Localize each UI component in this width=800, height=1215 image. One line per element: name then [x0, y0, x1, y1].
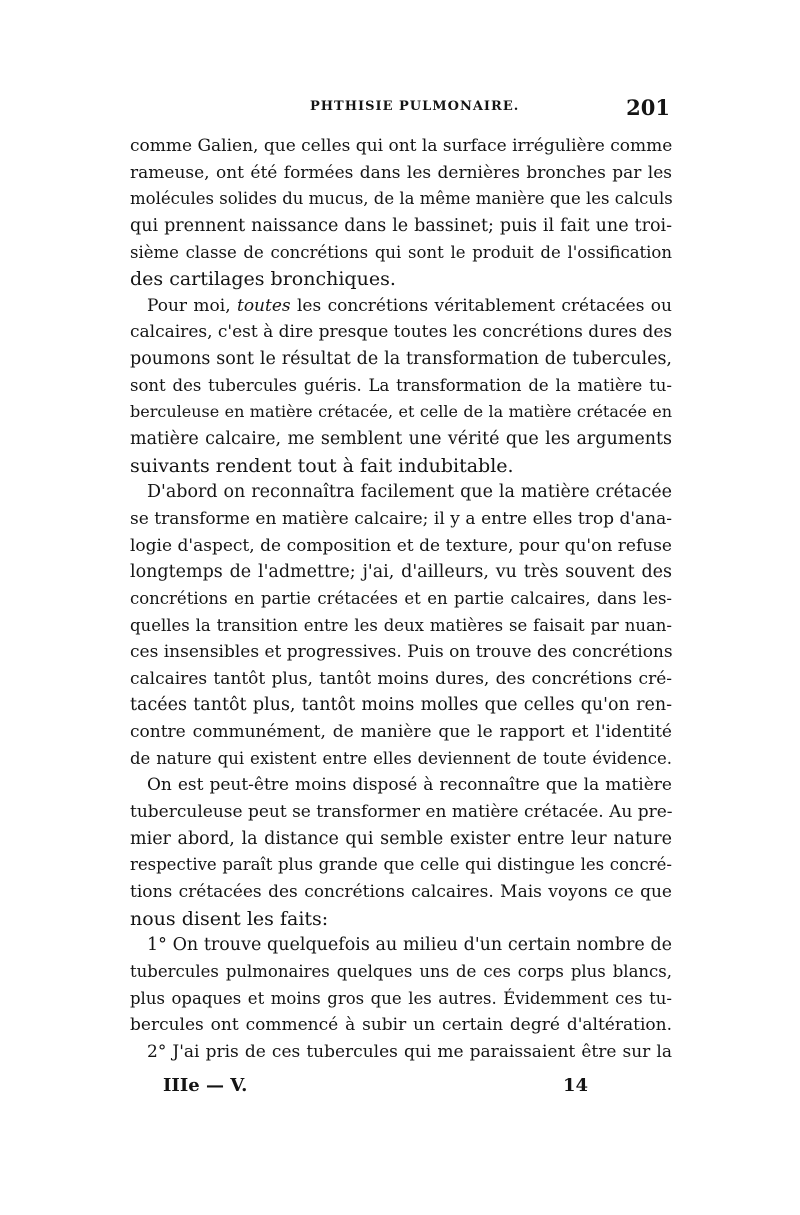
text-line: se transforme en matière calcaire; il y a entre elles trop d'ana- — [130, 508, 672, 529]
body-text — [130, 133, 672, 1065]
page-number: 201 — [626, 95, 670, 120]
text-line: plus opaques et moins gros que les autres. Évidemment ces tu- — [130, 988, 672, 1008]
text-line: 1° On trouve quelquefois au milieu d'un certain nombre de — [147, 935, 672, 956]
text-line: quelles la transition entre les deux matières se faisait par nuan- — [130, 615, 672, 635]
text-line: concrétions en partie crétacées et en partie calcaires, dans les- — [130, 588, 672, 608]
text-line: calcaires tantôt plus, tantôt moins dures, des concrétions cré- — [130, 668, 672, 689]
text-line: qui prennent naissance dans le bassinet; puis il fait une troi- — [130, 215, 672, 236]
text-line: tacées tantôt plus, tantôt moins molles que celles qu'on ren- — [130, 695, 672, 716]
page-footer — [130, 1075, 672, 1099]
text-line: bercules ont commencé à subir un certain degré d'altération. — [130, 1015, 672, 1036]
text-line: rameuse, ont été formées dans les dernières bronches par les — [130, 162, 672, 183]
text-line: sont des tubercules guéris. La transformation de la matière tu- — [130, 375, 672, 395]
text-line: nous disent les faits: — [130, 907, 329, 930]
text-line: tions crétacées des concrétions calcaires. Mais voyons ce que — [130, 881, 672, 902]
text-line: matière calcaire, me semblent une vérité que les arguments — [130, 429, 672, 450]
running-head: PHTHISIE PULMONAIRE. — [310, 99, 520, 114]
text-line: poumons sont le résultat de la transformation de tubercules, — [130, 349, 672, 370]
text-line: molécules solides du mucus, de la même manière que les calculs — [130, 189, 673, 209]
text-line: berculeuse en matière crétacée, et celle de la matière crétacée en — [130, 402, 672, 422]
text-line: longtemps de l'admettre; j'ai, d'ailleurs, vu très souvent des — [130, 562, 672, 583]
text-line: de nature qui existent entre elles deviennent de toute évidence. — [130, 748, 672, 768]
text-line: Pour moi, toutes les concrétions véritablement crétacées ou — [147, 295, 672, 316]
text-line: On est peut-être moins disposé à reconnaître que la matière — [147, 775, 672, 796]
text-line: 2° J'ai pris de ces tubercules qui me paraissaient être sur la — [147, 1041, 672, 1062]
text-line: respective paraît plus grande que celle qui distingue les concré- — [130, 855, 672, 875]
signature-mark: IIIe — V. — [163, 1075, 248, 1096]
text-line: sième classe de concrétions qui sont le produit de l'ossification — [130, 242, 672, 262]
text-line: calcaires, c'est à dire presque toutes les concrétions dures des — [130, 322, 673, 343]
text-line: tuberculeuse peut se transformer en matière crétacée. Au pre- — [130, 802, 673, 823]
text-line: logie d'aspect, de composition et de texture, pour qu'on refuse — [130, 535, 672, 556]
text-line: ces insensibles et progressives. Puis on trouve des concrétions — [130, 642, 673, 663]
emphasis-text: toutes — [236, 295, 291, 316]
sheet-number: 14 — [563, 1075, 589, 1096]
text-line: comme Galien, que celles qui ont la surface irrégulière comme — [130, 136, 673, 156]
text-line: contre communément, de manière que le rapport et l'identité — [130, 722, 672, 743]
page-header — [130, 95, 670, 121]
text-line: tubercules pulmonaires quelques uns de ces corps plus blancs, — [130, 961, 672, 981]
text-line: suivants rendent tout à fait indubitable. — [130, 454, 514, 477]
text-line: des cartilages bronchiques. — [130, 268, 396, 291]
text-line: mier abord, la distance qui semble exister entre leur nature — [130, 828, 672, 849]
text-line: D'abord on reconnaîtra facilement que la matière crétacée — [147, 482, 672, 503]
